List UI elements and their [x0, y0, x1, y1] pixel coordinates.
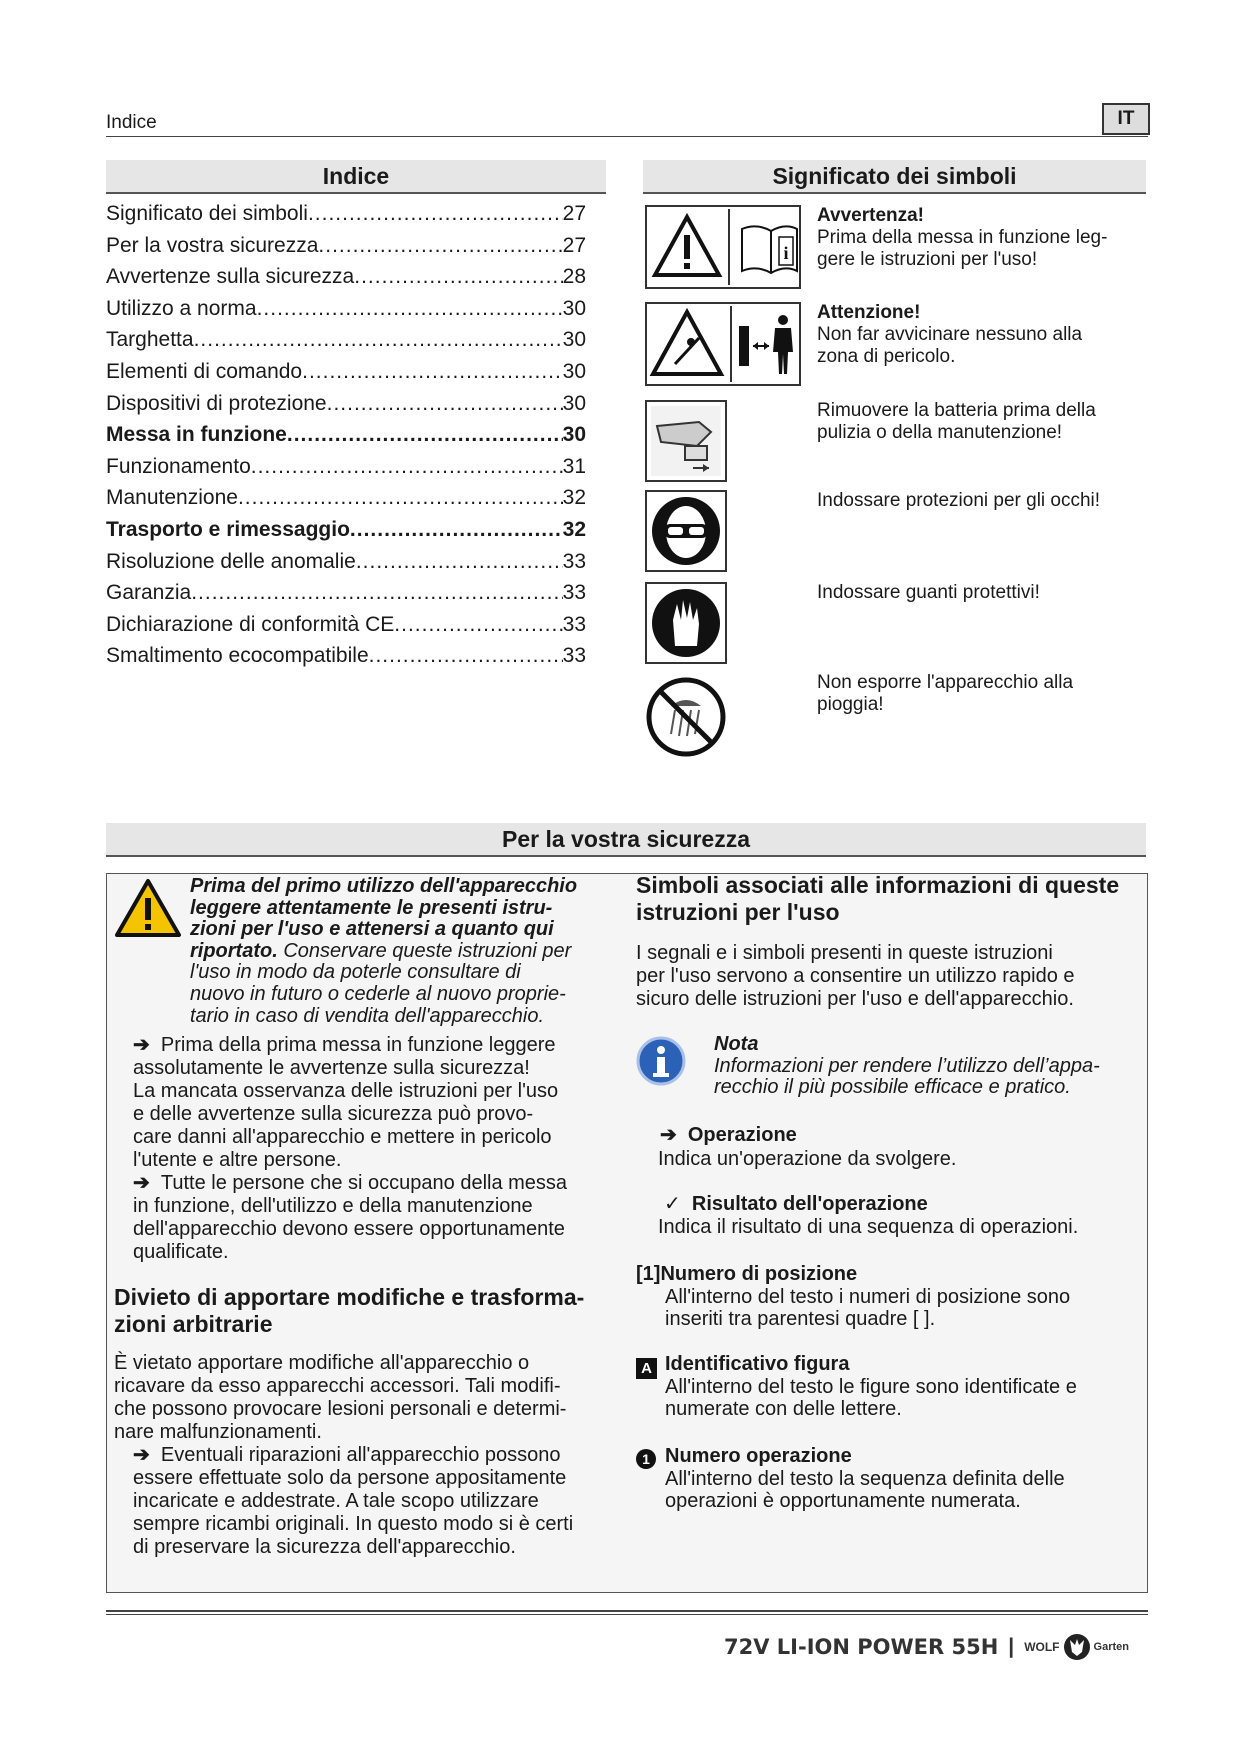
figure-marker-icon: A: [636, 1358, 657, 1379]
safety-bullet-3: [133, 1444, 633, 1559]
toc-dot-leader: [251, 451, 563, 483]
toc-entry: [106, 451, 586, 483]
toc-entry-page: 27: [562, 202, 586, 225]
table-of-contents: [106, 198, 586, 672]
toc-entry-label: Avvertenze sulla sicurezza: [106, 265, 355, 289]
toc-entry: [106, 198, 586, 230]
symbols-title: Significato dei simboli: [643, 160, 1146, 194]
remove-battery-icon: [645, 400, 727, 482]
toc-dot-leader: [369, 640, 563, 672]
modifications-heading: Divieto di apportare modifiche e trasforma- zioni arbitrarie: [114, 1284, 585, 1337]
toc-entry-page: 30: [562, 328, 586, 352]
operation-text: Indica un'operazione da svolgere.: [658, 1148, 957, 1170]
symbol-text: Indossare guanti protettivi!: [817, 582, 1040, 603]
toc-dot-leader: [318, 230, 562, 262]
result-title-text: Risultato dell'operazione: [691, 1193, 928, 1215]
toc-entry: [106, 609, 586, 641]
toc-entry-page: 33: [562, 644, 586, 668]
toc-entry: [106, 388, 586, 420]
result-title: [664, 1193, 928, 1216]
step-number-text: All'interno del testo la sequenza definita delle operazioni è opportunamente numerata.: [665, 1468, 1065, 1512]
hazard-distance-icon: [645, 302, 801, 386]
toc-entry-page: 33: [562, 581, 586, 605]
toc-entry: [106, 482, 586, 514]
no-rain-icon: [645, 676, 727, 763]
toc-dot-leader: [194, 324, 563, 356]
toc-entry-label: Dispositivi di protezione: [106, 391, 327, 415]
toc-dot-leader: [354, 261, 562, 293]
toc-entry-label: Funzionamento: [106, 454, 251, 478]
toc-dot-leader: [327, 388, 563, 420]
arrow-right-icon: ➔: [133, 1034, 161, 1056]
position-title-text: Numero di posizione: [660, 1263, 858, 1285]
toc-entry: [106, 293, 586, 325]
toc-entry: [106, 261, 586, 293]
safety-bullet-1: [133, 1034, 623, 1172]
symbol-heading: Avvertenza!: [817, 205, 925, 226]
toc-entry-page: 32: [562, 486, 586, 510]
toc-entry-label: Smaltimento ecocompatibile: [106, 644, 369, 668]
symbol-text: Indossare protezioni per gli occhi!: [817, 490, 1101, 511]
toc-entry-page: 30: [562, 423, 586, 447]
header-section-label: Indice: [106, 112, 157, 133]
toc-entry-label: Risoluzione delle anomalie: [106, 549, 356, 573]
step-number-icon: 1: [636, 1449, 656, 1469]
toc-entry-label: Dichiarazione di conformità CE: [106, 612, 395, 636]
result-text: Indica il risultato di una sequenza di operazioni.: [658, 1216, 1079, 1238]
toc-entry-label: Targhetta: [106, 328, 194, 352]
position-title: [636, 1263, 857, 1286]
symbol-heading: Attenzione!: [817, 302, 921, 323]
figure-title: Identificativo figura: [665, 1353, 850, 1375]
arrow-right-icon: ➔: [133, 1172, 161, 1194]
toc-dot-leader: [394, 609, 562, 641]
toc-entry-label: Manutenzione: [106, 486, 238, 510]
toc-entry-label: Utilizzo a norma: [106, 296, 257, 320]
toc-dot-leader: [238, 482, 563, 514]
toc-dot-leader: [350, 514, 563, 546]
toc-entry: [106, 514, 586, 546]
toc-dot-leader: [308, 198, 563, 230]
toc-entry: [106, 324, 586, 356]
symbols-info-intro: I segnali e i simboli presenti in queste istruzioni per l'uso servono a consentire un utilizzo rapido e sicuro delle istruzioni per l'uso e dell'apparecchio.: [636, 942, 1075, 1010]
toc-title: Indice: [106, 160, 606, 194]
footer-rule: [106, 1610, 1148, 1612]
eye-protection-icon: [645, 490, 727, 572]
header-rule: [106, 136, 1148, 137]
warning-read-manual-icon: [645, 205, 801, 289]
symbol-text: Rimuovere la batteria prima della pulizia o della manutenzione!: [817, 400, 1096, 443]
warning-rest-text: Conservare queste istruzioni per l'uso in modo da poterle consultare di nuovo in futuro o cederle al nuovo proprie- tario in caso di vendita dell'apparecchio.: [190, 939, 572, 1027]
step-number-title: Numero operazione: [665, 1445, 852, 1467]
arrow-right-icon: ➔: [660, 1124, 688, 1146]
logo-text-right: Garten: [1093, 1641, 1129, 1653]
svg-text:i: i: [783, 243, 789, 263]
toc-entry-page: 28: [562, 265, 586, 289]
footer-separator: |: [1008, 1635, 1015, 1658]
toc-entry-label: Garanzia: [106, 581, 192, 605]
safety-title: Per la vostra sicurezza: [106, 823, 1146, 857]
note-title: Nota: [714, 1033, 759, 1055]
toc-entry-page: 27: [562, 233, 586, 257]
wolf-garten-logo: [1024, 1632, 1129, 1662]
symbols-info-heading: Simboli associati alle informazioni di queste istruzioni per l'uso: [636, 872, 1120, 925]
toc-entry-label: Trasporto e rimessaggio: [106, 517, 350, 541]
warning-bold-text: Prima del primo utilizzo dell'apparecchio leggere attentamente le presenti istru- zioni per l'uso e attenersi a quanto qui riportato.: [190, 875, 578, 962]
footer: [724, 1630, 1129, 1664]
toc-entry: [106, 356, 586, 388]
toc-dot-leader: [287, 419, 563, 451]
symbol-text: Non esporre l'apparecchio alla pioggia!: [817, 672, 1074, 715]
warning-intro: [190, 876, 630, 1027]
toc-entry-page: 33: [562, 612, 586, 636]
toc-entry: [106, 546, 586, 578]
footer-rule-thin: [106, 1614, 1148, 1615]
figure-text: All'interno del testo le figure sono identificate e numerate con delle lettere.: [665, 1376, 1077, 1420]
toc-entry: [106, 640, 586, 672]
language-badge: IT: [1102, 103, 1150, 135]
operation-title-text: Operazione: [687, 1124, 797, 1146]
toc-entry-label: Elementi di comando: [106, 359, 303, 383]
toc-entry: [106, 419, 586, 451]
toc-entry: [106, 577, 586, 609]
toc-entry-page: 30: [562, 391, 586, 415]
toc-entry-label: Messa in funzione: [106, 423, 287, 447]
logo-text-left: WOLF: [1024, 1640, 1060, 1654]
toc-entry-page: 33: [562, 549, 586, 573]
symbol-text: Prima della messa in funzione leg- gere le istruzioni per l'uso!: [817, 227, 1108, 270]
modifications-text: È vietato apportare modifiche all'apparecchio o ricavare da esso apparecchi accessori. Tali modifi- che possono provocare lesioni personali e determi- nare malfunzionamenti.: [114, 1352, 567, 1443]
operation-title: [660, 1124, 797, 1147]
product-name: 72V LI-ION POWER 55H: [724, 1635, 999, 1659]
toc-dot-leader: [302, 356, 563, 388]
gloves-icon: [645, 582, 727, 664]
toc-dot-leader: [191, 577, 562, 609]
bullet-text: Tutte le persone che si occupano della messa in funzione, dell'utilizzo e della manutenzione dell'apparecchio devono essere opportunamente qualificate.: [133, 1172, 568, 1263]
warning-triangle-icon: [114, 878, 182, 943]
toc-entry: [106, 230, 586, 262]
bullet-text: Eventuali riparazioni all'apparecchio possono essere effettuate solo da persone appositamente incaricate e addestrate. A tale scopo utilizzare sempre ricambi originali. In questo modo si è certi di preservare la sicurezza dell'apparecchio.: [133, 1444, 574, 1558]
checkmark-icon: ✓: [664, 1193, 692, 1215]
toc-entry-page: 31: [562, 454, 586, 478]
toc-entry-page: 30: [562, 359, 586, 383]
toc-dot-leader: [257, 293, 563, 325]
bullet-text: Prima della prima messa in funzione leggere assolutamente le avvertenze sulla sicurezza! La mancata osservanza delle istruzioni per l'uso e delle avvertenze sulla sicurezza può provo- care danni all'apparecchio e mettere in pericolo l'utente e altre persone.: [133, 1034, 559, 1171]
symbol-text: Non far avvicinare nessuno alla zona di pericolo.: [817, 324, 1083, 367]
toc-dot-leader: [356, 546, 563, 578]
toc-entry-label: Per la vostra sicurezza: [106, 233, 319, 257]
wolf-head-icon: [1062, 1632, 1092, 1662]
note-text: Informazioni per rendere l’utilizzo dell’appa- recchio il più possibile efficace e pratico.: [714, 1055, 1100, 1098]
toc-entry-label: Significato dei simboli: [106, 202, 308, 225]
toc-entry-page: 30: [562, 296, 586, 320]
position-marker: [1]: [636, 1263, 661, 1285]
arrow-right-icon: ➔: [133, 1444, 161, 1466]
toc-entry-page: 32: [562, 517, 586, 541]
position-text: All'interno del testo i numeri di posizione sono inseriti tra parentesi quadre [ ].: [665, 1286, 1071, 1330]
safety-bullet-2: [133, 1172, 623, 1264]
info-icon: [636, 1036, 686, 1091]
